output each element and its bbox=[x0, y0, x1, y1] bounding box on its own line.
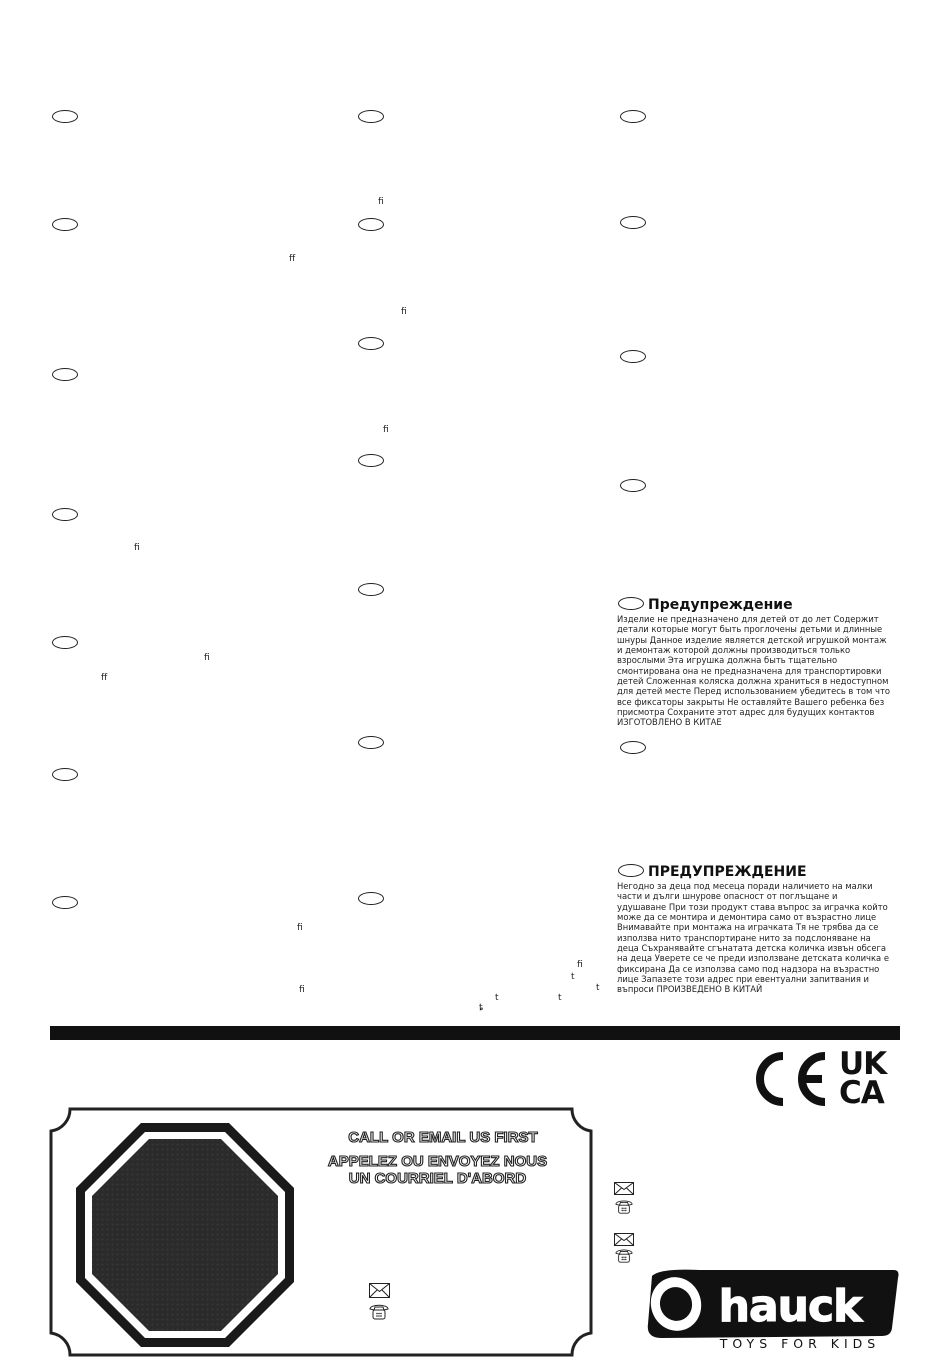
language-badge-right-5 bbox=[620, 741, 646, 754]
warning-text-bg bbox=[617, 881, 895, 995]
language-badge-mid-2 bbox=[358, 218, 384, 231]
language-badge-bg bbox=[618, 864, 644, 877]
hauck-logo bbox=[640, 1266, 902, 1350]
warning-line: детей Сложенная коляска должна храниться в недоступном bbox=[617, 676, 889, 687]
warning-line: въпроси ПРОИЗВЕДЕНО В КИТАЙ bbox=[617, 984, 763, 995]
telephone-icon bbox=[614, 1198, 634, 1215]
warning-line: лице Запазете този адрес при евентуални запитвания и bbox=[617, 974, 869, 985]
ligature-glyph: t bbox=[558, 993, 562, 1003]
warning-line: може да се монтира и демонтира само от възрастно лице bbox=[617, 912, 877, 923]
warning-line: смонтирована она не предназначена для транспортировки bbox=[617, 665, 882, 676]
stop-sign-icon bbox=[75, 1122, 295, 1348]
language-badge-mid-1 bbox=[358, 110, 384, 123]
ce-mark-icon bbox=[748, 1050, 830, 1108]
language-badge-left-3 bbox=[52, 368, 78, 381]
logo-tagline: TOYS FOR KIDS bbox=[719, 1336, 881, 1350]
ligature-glyph: ﬁ bbox=[299, 985, 305, 995]
warning-line: използва нито транспортиране нито за подслоняване на bbox=[617, 932, 871, 943]
language-badge-mid-4 bbox=[358, 454, 384, 467]
ukca-top: UK bbox=[839, 1046, 887, 1082]
language-badge-mid-7 bbox=[358, 892, 384, 905]
envelope-icon bbox=[614, 1233, 634, 1246]
language-badge-right-3 bbox=[620, 350, 646, 363]
ligature-glyph: t bbox=[495, 993, 499, 1003]
warning-line: и демонтаж которой должны производиться только bbox=[617, 645, 851, 656]
warning-line: шнуры Данное изделие является детской игрушкой монтаж bbox=[617, 634, 887, 645]
language-badge-left-7 bbox=[52, 896, 78, 909]
logo-brand: hauck bbox=[718, 1281, 862, 1332]
ligature-glyph: ﬁ bbox=[134, 543, 140, 553]
warning-line: части и дълги шнурове опасност от поглъщане и bbox=[617, 891, 838, 902]
warning-line: для детей месте Перед использованием убедитесь в том что bbox=[617, 686, 890, 697]
warning-line: фиксирана Да се използва само под надзора на възрастно bbox=[617, 963, 880, 974]
warning-line: детали которые могут быть проглочены детьми и длинные bbox=[617, 624, 883, 635]
warning-line: присмотра Сохраните этот адрес для будущих контактов bbox=[617, 707, 875, 718]
warning-line: взрослыми Эта игрушка должна быть тщательно bbox=[617, 655, 838, 666]
ligature-glyph: ﬁ bbox=[297, 923, 303, 933]
envelope-icon bbox=[369, 1283, 390, 1298]
language-badge-mid-6 bbox=[358, 736, 384, 749]
warning-line: на деца Уверете се че преди използване детската количка е bbox=[617, 953, 889, 964]
telephone-icon bbox=[368, 1302, 390, 1321]
language-badge-right-1 bbox=[620, 110, 646, 123]
warning-line: удушаване При този продукт става въпрос за играчка който bbox=[617, 901, 888, 912]
envelope-icon bbox=[614, 1182, 634, 1195]
language-badge-left-2 bbox=[52, 218, 78, 231]
language-badge-left-6 bbox=[52, 768, 78, 781]
warning-title-bg bbox=[618, 864, 807, 880]
language-badge-left-4 bbox=[52, 508, 78, 521]
stop-sign-line-3: UN COURRIEL D'ABORD bbox=[348, 1170, 527, 1187]
warning-line: все фиксаторы закрыты Не оставляйте Вашего ребенка без bbox=[617, 696, 885, 707]
warning-line: деца Съхранявайте сгънатата детска количка извън обсега bbox=[617, 943, 887, 954]
ligature-glyph: ȶ bbox=[479, 1003, 484, 1013]
language-badge-left-5 bbox=[52, 636, 78, 649]
ligature-glyph: ﬀ bbox=[289, 254, 296, 264]
language-badge-mid-5 bbox=[358, 583, 384, 596]
ligature-glyph: ﬀ bbox=[101, 673, 108, 683]
language-badge-left-1 bbox=[52, 110, 78, 123]
ligature-glyph: ﬁ bbox=[577, 960, 583, 970]
warning-line: Изделие не предназначено для детей от до лет Содержит bbox=[617, 614, 879, 624]
warning-text-ru bbox=[617, 614, 895, 728]
ukca-mark-icon bbox=[839, 1046, 899, 1111]
warning-line: ИЗГОТОВЛЕНО В КИТАЕ bbox=[617, 717, 722, 728]
ligature-glyph: t bbox=[596, 983, 600, 993]
ukca-bottom: CA bbox=[839, 1075, 884, 1111]
ligature-glyph: ﬁ bbox=[383, 425, 389, 435]
stop-sign-line-1: CALL OR EMAIL US FIRST bbox=[348, 1129, 538, 1146]
language-badge-ru bbox=[618, 597, 644, 610]
language-badge-right-4 bbox=[620, 479, 646, 492]
stop-sign-line-2: APPELEZ OU ENVOYEZ NOUS bbox=[327, 1153, 548, 1170]
warning-title-bg-text: ПРЕДУПРЕЖДЕНИЕ bbox=[648, 864, 807, 880]
divider-bar bbox=[50, 1026, 900, 1040]
language-badge-mid-3 bbox=[358, 337, 384, 350]
warning-line: Негодно за деца под месеца поради наличието на малки bbox=[617, 881, 873, 891]
warning-title-ru bbox=[618, 597, 793, 613]
ligature-glyph: ﬁ bbox=[401, 307, 407, 317]
ligature-glyph: ﬁ bbox=[204, 653, 210, 663]
ligature-glyph: ﬁ bbox=[378, 197, 384, 207]
telephone-icon bbox=[614, 1247, 634, 1264]
warning-line: Внимавайте при монтажа на играчката Тя не трябва да се bbox=[617, 922, 879, 933]
ligature-glyph: t bbox=[571, 972, 575, 982]
warning-title-ru-text: Предупреждение bbox=[648, 597, 793, 613]
language-badge-right-2 bbox=[620, 216, 646, 229]
